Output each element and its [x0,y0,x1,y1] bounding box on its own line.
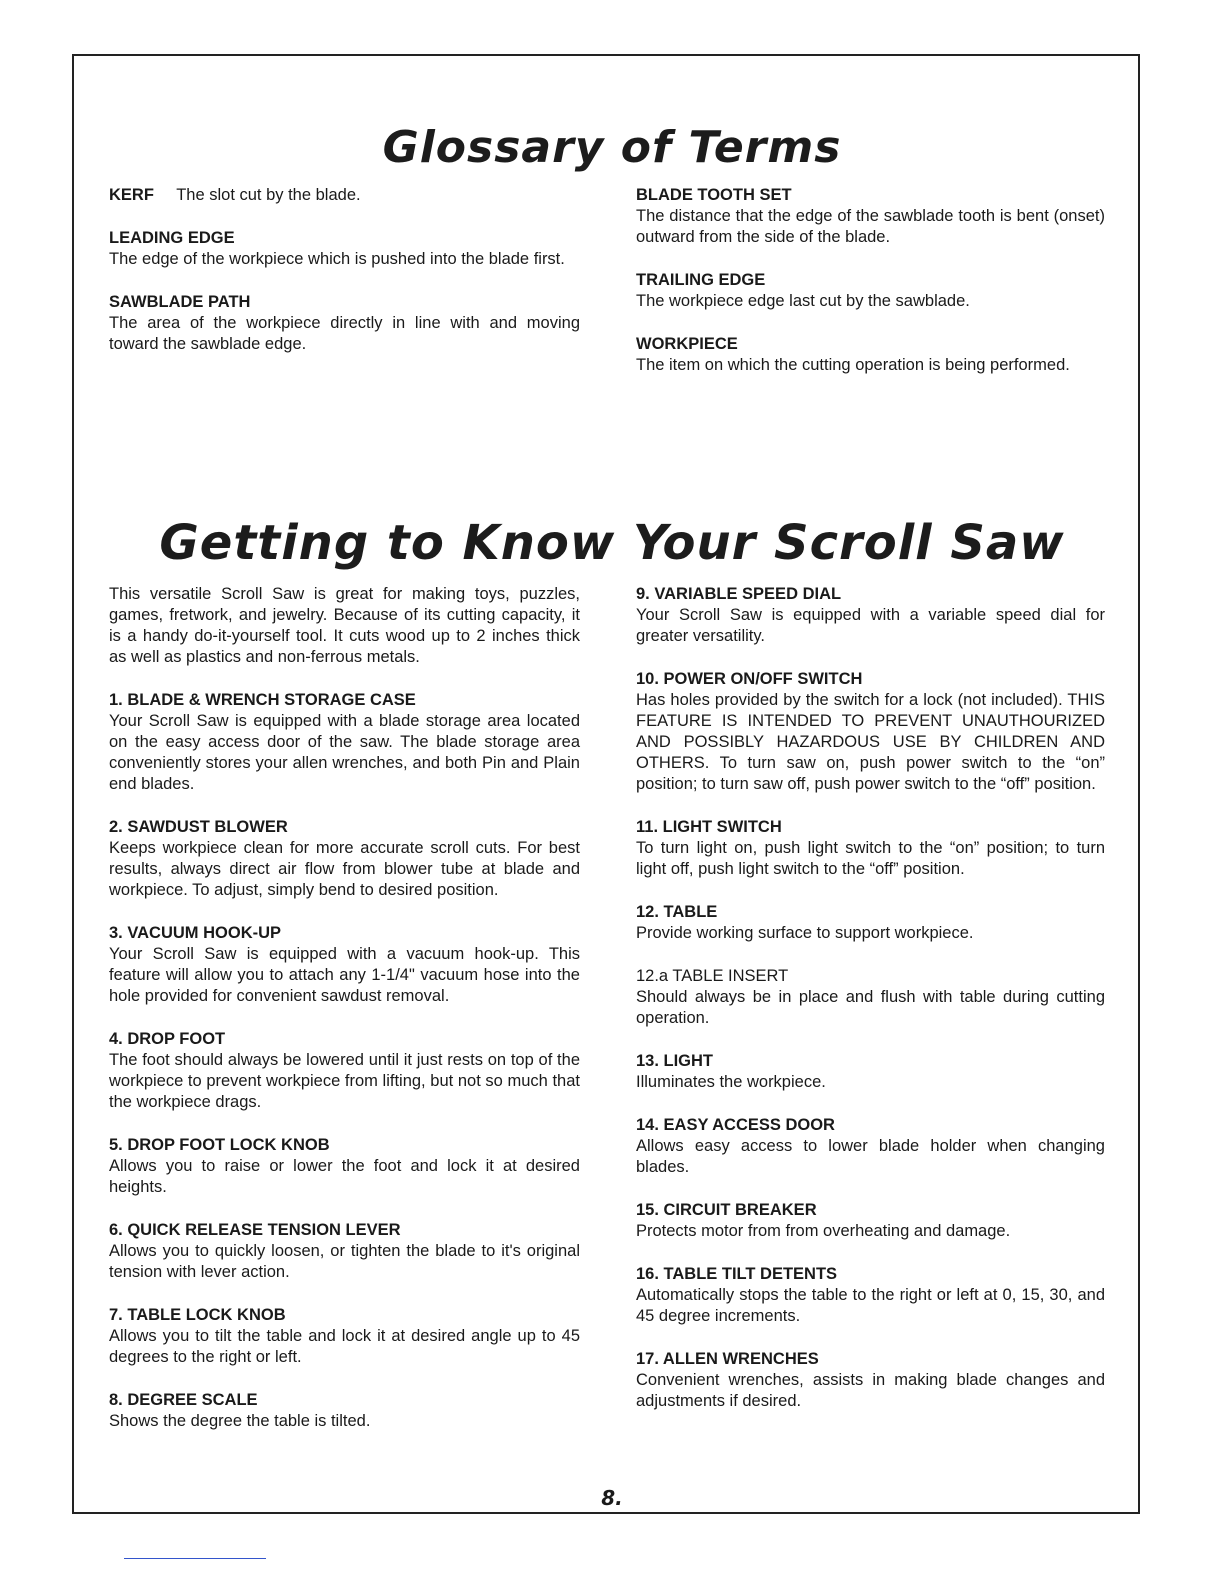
feature-text: To turn light on, push light switch to the “on” position; to turn light off, push light switch to the “off” position. [636,839,1105,878]
feature-text: Should always be in place and flush with table during cutting operation. [636,988,1105,1027]
feature-entry [109,690,580,795]
glossary-term: SAWBLADE PATH [109,293,251,311]
feature-entry [109,1305,580,1368]
glossary-title: Glossary of Terms [382,122,842,173]
feature-entry [109,817,580,901]
feature-heading: 16. TABLE TILT DETENTS [636,1265,838,1283]
glossary-term: TRAILING EDGE [636,271,766,289]
feature-text: Provide working surface to support workpiece. [636,924,974,942]
feature-text: Convenient wrenches, assists in making blade changes and adjustments if desired. [636,1371,1105,1410]
glossary-left-column [109,185,580,377]
feature-text: Your Scroll Saw is equipped with a variable speed dial for greater versatility. [636,606,1105,645]
feature-text: Allows you to raise or lower the foot and lock it at desired heights. [109,1157,580,1196]
feature-entry [636,902,1105,944]
feature-heading: 13. LIGHT [636,1052,714,1070]
feature-entry [636,584,1105,647]
glossary-definition: The area of the workpiece directly in line with and moving toward the sawblade edge. [109,314,580,353]
feature-heading: 12.a TABLE INSERT [636,967,789,985]
glossary-term: KERF [109,186,154,204]
feature-entry [636,1264,1105,1327]
feature-entry [636,669,1105,795]
glossary-definition: The workpiece edge last cut by the sawblade. [636,292,970,310]
feature-entry [636,966,1105,1029]
feature-entry [636,817,1105,880]
feature-text: Your Scroll Saw is equipped with a blade storage area located on the easy access door of the saw. The blade storage area conveniently stores your allen wrenches, and both Pin and Plain end blades. [109,712,580,793]
glossary-entry [636,185,1105,248]
glossary-entry [109,228,580,270]
feature-entry [636,1349,1105,1412]
feature-text: Protects motor from from overheating and damage. [636,1222,1011,1240]
feature-text: Keeps workpiece clean for more accurate scroll cuts. For best results, always direct air flow from blower tube at blade and workpiece. To adjust, simply bend to desired position. [109,839,580,899]
feature-heading: 4. DROP FOOT [109,1030,226,1048]
feature-text: Allows you to quickly loosen, or tighten the blade to it's original tension with lever action. [109,1242,580,1281]
features-left-column [109,584,580,1454]
glossary-right-column [636,185,1105,398]
glossary-definition: The item on which the cutting operation is being performed. [636,356,1070,374]
page-number: 8. [601,1486,623,1510]
feature-text: Has holes provided by the switch for a lock (not included). THIS FEATURE IS INTENDED TO PREVENT UNAUTHOURIZED AND POSSIBLY HAZARDOUS USE BY CHILDREN AND OTHERS. To turn saw on, push power switch to the “on” position; to turn saw off, push power switch to the “off” position. [636,691,1105,793]
feature-entry [109,923,580,1007]
feature-heading: 15. CIRCUIT BREAKER [636,1201,817,1219]
glossary-term: BLADE TOOTH SET [636,186,792,204]
glossary-definition: The slot cut by the blade. [176,186,361,204]
footer-rule [124,1558,266,1559]
feature-heading: 8. DEGREE SCALE [109,1391,258,1409]
feature-text: Allows easy access to lower blade holder when changing blades. [636,1137,1105,1176]
feature-heading: 2. SAWDUST BLOWER [109,818,288,836]
feature-text: Allows you to tilt the table and lock it at desired angle up to 45 degrees to the right or left. [109,1327,580,1366]
glossary-definition: The edge of the workpiece which is pushed into the blade first. [109,250,565,268]
feature-heading: 1. BLADE & WRENCH STORAGE CASE [109,691,416,709]
feature-entry [636,1115,1105,1178]
feature-text: Automatically stops the table to the right or left at 0, 15, 30, and 45 degree increments. [636,1286,1105,1325]
feature-entry [109,1029,580,1113]
feature-text: The foot should always be lowered until it just rests on top of the workpiece to prevent workpiece from lifting, but not so much that the workpiece drags. [109,1051,580,1111]
glossary-entry [636,334,1105,376]
feature-heading: 9. VARIABLE SPEED DIAL [636,585,842,603]
feature-text: Illuminates the workpiece. [636,1073,826,1091]
glossary-entry [109,292,580,355]
intro-paragraph: This versatile Scroll Saw is great for making toys, puzzles, games, fretwork, and jewelry. Because of its cutting capacity, it is a handy do-it-yourself tool. It cuts wood up to 2 inches thick as well as plastics and non-ferrous metals. [109,585,580,666]
glossary-entry [636,270,1105,312]
feature-entry [109,1135,580,1198]
feature-heading: 7. TABLE LOCK KNOB [109,1306,286,1324]
feature-entry [636,1200,1105,1242]
feature-heading: 11. LIGHT SWITCH [636,818,782,836]
feature-entry [109,1220,580,1283]
getting-to-know-title: Getting to Know Your Scroll Saw [159,515,1065,571]
feature-heading: 3. VACUUM HOOK-UP [109,924,282,942]
feature-heading: 17. ALLEN WRENCHES [636,1350,819,1368]
feature-text: Your Scroll Saw is equipped with a vacuum hook-up. This feature will allow you to attach any 1-1/4" vacuum hose into the hole provided for convenient sawdust removal. [109,945,580,1005]
feature-heading: 6. QUICK RELEASE TENSION LEVER [109,1221,401,1239]
feature-heading: 10. POWER ON/OFF SWITCH [636,670,863,688]
glossary-definition: The distance that the edge of the sawblade tooth is bent (onset) outward from the side of the blade. [636,207,1105,246]
glossary-term: LEADING EDGE [109,229,235,247]
feature-entry [109,1390,580,1432]
feature-text: Shows the degree the table is tilted. [109,1412,371,1430]
feature-heading: 12. TABLE [636,903,718,921]
feature-heading: 5. DROP FOOT LOCK KNOB [109,1136,330,1154]
features-right-column [636,584,1105,1434]
feature-heading: 14. EASY ACCESS DOOR [636,1116,835,1134]
glossary-entry-kerf [109,185,580,206]
feature-entry [636,1051,1105,1093]
glossary-term: WORKPIECE [636,335,738,353]
